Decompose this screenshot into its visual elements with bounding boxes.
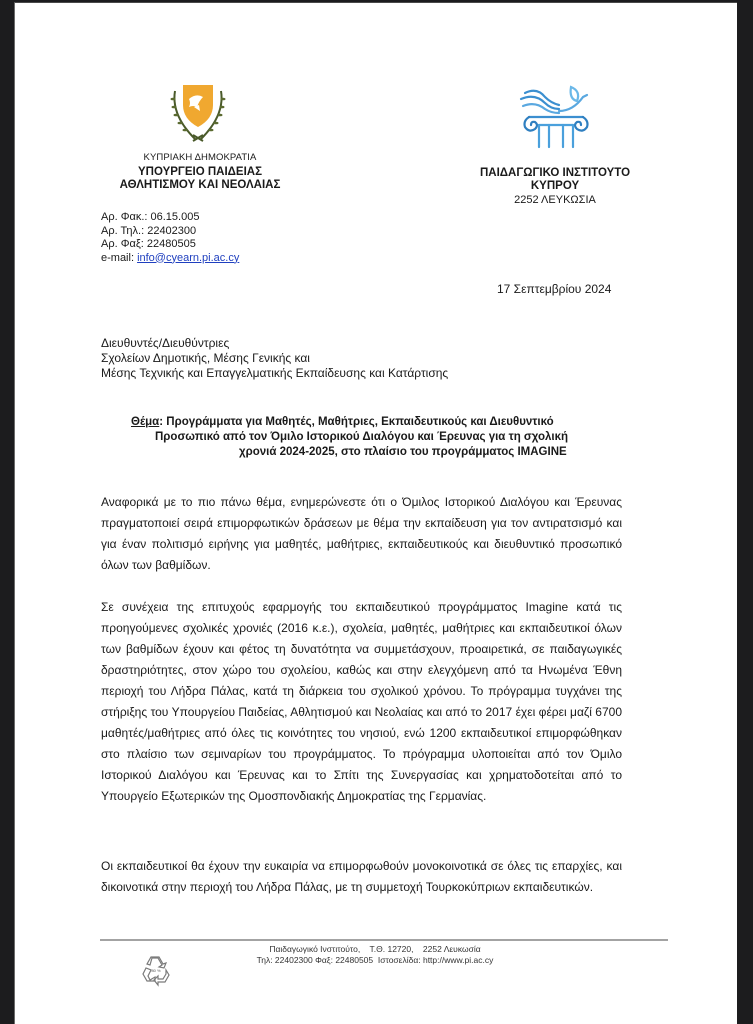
- footer-text: [165, 944, 585, 966]
- footer-contacts: Τηλ: 22402300 Φαξ: 22480505 Ιστοσελίδα: http://www.pi.ac.cy: [256, 955, 494, 965]
- phone-number: Αρ. Τηλ.: 22402300: [101, 224, 197, 237]
- subject-line1: [131, 415, 661, 430]
- fax-number: Αρ. Φαξ: 22480505: [101, 238, 196, 250]
- ministry-name-line2: ΑΘΛΗΤΙΣΜΟΥ ΚΑΙ ΝΕΟΛΑΙΑΣ: [119, 179, 281, 191]
- letter-date: 17 Σεπτεμβρίου 2024: [497, 282, 612, 296]
- ministry-name: [75, 166, 325, 192]
- recipient-line: Διευθυντές/Διευθύντριες: [101, 336, 230, 350]
- body-paragraph: Οι εκπαιδευτικοί θα έχουν την ευκαιρία να επιμορφωθούν μονοκοινοτικά σε όλες τις επαρχίες, και δικοινοτικά στην περιοχή του Λήδρα Πάλας, με τη συμμετοχή Τουρκοκύπριων εκπαιδευτικών.: [101, 859, 622, 894]
- svg-text:80 %: 80 %: [151, 968, 161, 973]
- subject: [131, 415, 661, 460]
- recipients: [101, 336, 448, 381]
- institute-name: [450, 167, 660, 193]
- ministry-name-line1: ΥΠΟΥΡΓΕΙΟ ΠΑΙΔΕΙΑΣ: [137, 166, 262, 178]
- body-paragraph: Σε συνέχεια της επιτυχούς εφαρμογής του εκπαιδευτικού προγράμματος Imagine κατά τις προηγούμενες σχολικές χρονιές (2016 κ.ε.), σχολεία, μαθητές, μαθήτριες και εκπαιδευτικοί όλων των βαθμίδων έχουν και φέτος τη δυνατότητα να συμμετάσχουν, προαιρετικά, σε παιδαγωγικές δραστηριότητες, στον χώρο του σχολείου, καθώς και στην ελεγχόμενη από τα Ηνωμένα Έθνη περιοχή του Λήδρα Πάλας, κατά τη διάρκεια του σχολικού χρόνου. Το πρόγραμμα τυγχάνει της στήριξης του Υπουργείου Παιδείας, Αθλητισμού και Νεολαίας και από το 2017 έχει φέρει μαζί 6700 μαθητές/μαθήτριες από όλες τις κοινότητες του νησιού, ενώ 1200 εκπαιδευτικοί επιμορφώθηκαν στο πλαίσιο των σεμιναρίων του προγράμματος. Το πρόγραμμα υλοποιείται από τον Όμιλο Ιστορικού Διαλόγου και Έρευνας και το Σπίτι της Συνεργασίας και χρηματοδοτείται από το Υπουργείο Εξωτερικών της Ομοσπονδιακής Δημοκρατίας της Γερμανίας.: [101, 600, 622, 803]
- institute-name-line1: ΠΑΙΔΑΓΩΓΙΚΟ ΙΝΣΤΙΤΟΥΤΟ: [479, 167, 631, 179]
- recipient-line: Σχολείων Δημοτικής, Μέσης Γενικής και: [101, 351, 310, 365]
- institute-name-line2: ΚΥΠΡΟΥ: [530, 180, 580, 192]
- ministry-contacts: [101, 211, 239, 265]
- subject-line3: χρονιά 2024-2025, στο πλαίσιο του προγράμματος IMAGINE: [239, 446, 567, 458]
- body-paragraph: Αναφορικά με το πιο πάνω θέμα, ενημερώνεστε ότι ο Όμιλος Ιστορικού Διαλόγου και Έρευνας πραγματοποιεί σειρά επιμορφωτικών δράσεων με θέμα την εκπαίδευση για τον αντιρατσισμό και για έναν πολιτισμό ειρήνης για μαθητές, μαθήτριες, εκπαιδευτικούς και διευθυντικό προσωπικό όλων των βαθμίδων.: [101, 495, 622, 572]
- institute-city: 2252 ΛΕΥΚΩΣΙΑ: [514, 194, 596, 206]
- footer-divider: [100, 939, 668, 941]
- email-label: e-mail:: [101, 251, 138, 264]
- file-number: Αρ. Φακ.: 06.15.005: [101, 211, 200, 223]
- subject-label: Θέμα: [131, 416, 160, 428]
- republic-label: ΚΥΠΡΙΑΚΗ ΔΗΜΟΚΡΑΤΙΑ: [143, 152, 257, 163]
- pedagogical-institute-logo-icon: [515, 81, 597, 153]
- footer-address: Παιδαγωγικό Ινστιτούτο, Τ.Θ. 12720, 2252 Λευκωσία: [269, 944, 481, 954]
- recipient-line: Μέσης Τεχνικής και Επαγγελματικής Εκπαίδευσης και Κατάρτισης: [101, 366, 449, 380]
- subject-line2: Προσωπικό από τον Όμιλο Ιστορικού Διαλόγου και Έρευνας για τη σχολική: [155, 431, 569, 443]
- email-row: [101, 252, 239, 266]
- cyprus-coat-of-arms-icon: [163, 79, 233, 149]
- document-page: [14, 2, 737, 1024]
- subject-text-line1: : Προγράμματα για Μαθητές, Μαθήτριες, Εκπαιδευτικούς και Διευθυντικό: [159, 416, 554, 428]
- email-link[interactable]: info@cyearn.pi.ac.cy: [137, 251, 240, 264]
